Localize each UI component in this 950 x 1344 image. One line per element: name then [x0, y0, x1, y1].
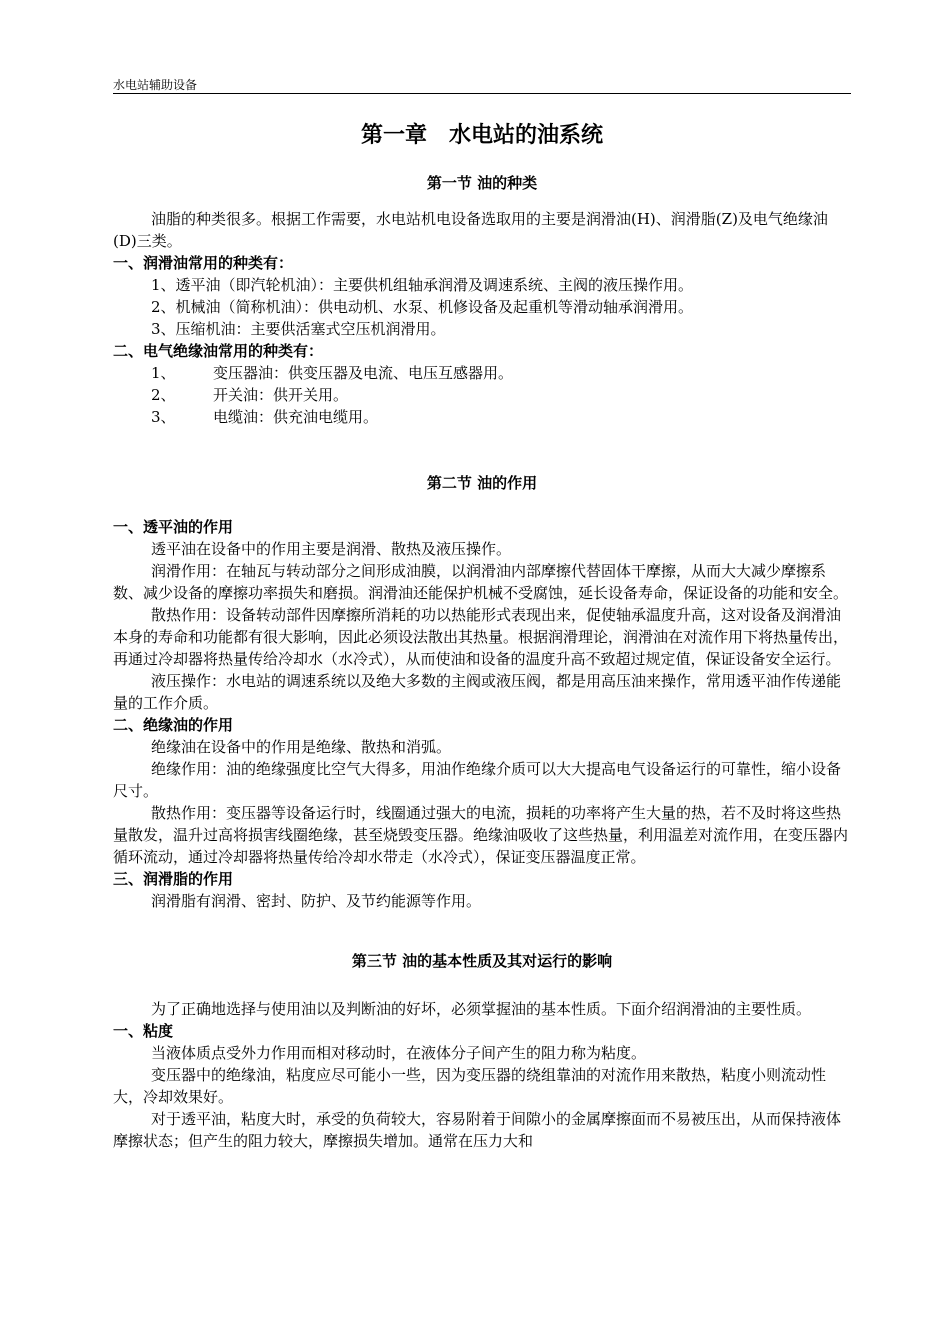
list-item [113, 384, 851, 406]
subheading: 三、润滑脂的作用 [113, 870, 234, 888]
paragraph: 液压操作：水电站的调速系统以及绝大多数的主阀或液压阀，都是用高压油来操作，常用透平油作传递能量的工作介质。 [113, 672, 842, 712]
paragraph: 润滑脂有润滑、密封、防护、及节约能源等作用。 [151, 892, 482, 910]
paragraph: 润滑作用：在轴瓦与转动部分之间形成油膜，以润滑油内部摩擦代替固体干摩擦，从而大大减少摩擦系数、减少设备的摩擦功率损失和磨损。润滑油还能保护机械不受腐蚀，延长设备寿命，保证设备的功能和安全。 [113, 562, 849, 602]
document-body [113, 120, 851, 1152]
section-1-title: 第一节 油的种类 [426, 174, 538, 192]
paragraph: 变压器中的绝缘油，粘度应尽可能小一些，因为变压器的绕组靠油的对流作用来散热，粘度小则流动性大，冷却效果好。 [113, 1066, 827, 1106]
section-2-title: 第二节 油的作用 [426, 474, 538, 492]
list-item [113, 362, 851, 384]
subheading: 二、绝缘油的作用 [113, 716, 234, 734]
chapter-title: 第一章 水电站的油系统 [360, 123, 603, 148]
list-text: 电缆油：供充油电缆用。 [213, 408, 379, 426]
paragraph: 为了正确地选择与使用油以及判断油的好坏，必须掌握油的基本性质。下面介绍润滑油的主要性质。 [151, 1000, 812, 1018]
list-item: 3、压缩机油：主要供活塞式空压机润滑用。 [151, 320, 446, 338]
subheading: 一、润滑油常用的种类有： [113, 254, 294, 272]
paragraph: 透平油在设备中的作用主要是润滑、散热及液压操作。 [151, 540, 512, 558]
list-text: 开关油：供开关用。 [213, 386, 349, 404]
paragraph: 散热作用：变压器等设备运行时，线圈通过强大的电流，损耗的功率将产生大量的热，若不及时将这些热量散发，温升过高将损害线圈绝缘，甚至烧毁变压器。绝缘油吸收了这些热量，利用温差对流作用，在变压器内循环流动，通过冷却器将热量传给冷却水带走（水冷式），保证变压器温度正常。 [113, 804, 849, 866]
paragraph: 散热作用：设备转动部件因摩擦所消耗的功以热能形式表现出来，促使轴承温度升高，这对设备及润滑油本身的寿命和功能都有很大影响，因此必须设法散出其热量。根据润滑理论，润滑油在对流作用下将热量传出，再通过冷却器将热量传给冷却水（水冷式），从而使油和设备的温度升高不致超过规定值，保证设备安全运行。 [113, 606, 849, 668]
paragraph: 对于透平油，粘度大时，承受的负荷较大，容易附着于间隙小的金属摩擦面而不易被压出，从而保持液体摩擦状态；但产生的阻力较大，摩擦损失增加。通常在压力大和 [113, 1110, 842, 1150]
running-header: 水电站辅助设备 [113, 78, 851, 94]
subheading: 一、透平油的作用 [113, 518, 234, 536]
paragraph: 当液体质点受外力作用而相对移动时，在液体分子间产生的阻力称为粘度。 [151, 1044, 647, 1062]
paragraph: 油脂的种类很多。根据工作需要，水电站机电设备选取用的主要是润滑油(H)、润滑脂(Z)及电气绝缘油(D)三类。 [113, 210, 828, 250]
subheading: 二、电气绝缘油常用的种类有： [113, 342, 324, 360]
paragraph: 绝缘油在设备中的作用是绝缘、散热和消弧。 [151, 738, 452, 756]
section-3-title: 第三节 油的基本性质及其对运行的影响 [351, 952, 613, 970]
list-number: 2、 [151, 386, 176, 404]
list-item [113, 406, 851, 428]
list-item: 1、透平油（即汽轮机油）：主要供机组轴承润滑及调速系统、主阀的液压操作用。 [151, 276, 694, 294]
paragraph: 绝缘作用：油的绝缘强度比空气大得多，用油作绝缘介质可以大大提高电气设备运行的可靠性，缩小设备尺寸。 [113, 760, 842, 800]
list-number: 3、 [151, 408, 176, 426]
subheading: 一、粘度 [113, 1022, 174, 1040]
list-text: 变压器油：供变压器及电流、电压互感器用。 [213, 364, 514, 382]
list-number: 1、 [151, 364, 176, 382]
list-item: 2、机械油（简称机油）：供电动机、水泵、机修设备及起重机等滑动轴承润滑用。 [151, 298, 694, 316]
